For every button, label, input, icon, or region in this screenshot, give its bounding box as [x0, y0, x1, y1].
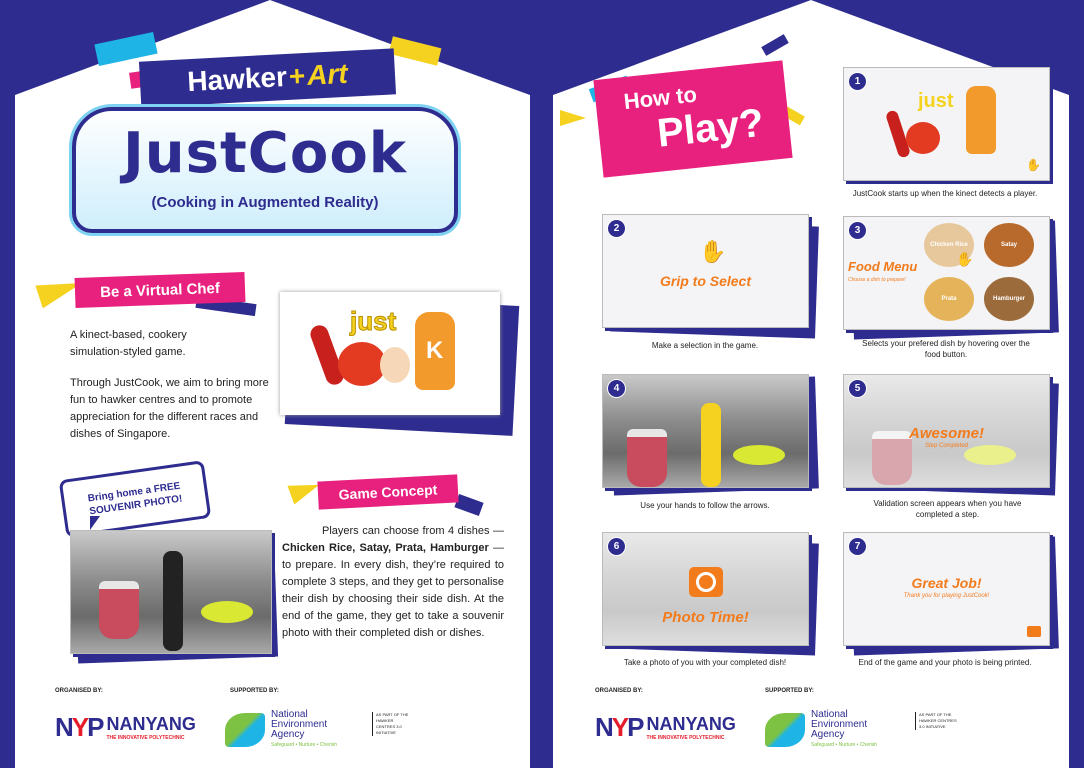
hand-icon: ✋	[699, 239, 727, 264]
play-text: Play?	[655, 100, 766, 156]
page-title: JustCook	[122, 121, 408, 186]
virtual-chef-heading: Be a Virtual Chef	[75, 272, 246, 308]
step-1-caption: JustCook starts up when the kinect detects a player.	[852, 189, 1038, 198]
plus-icon: +	[288, 60, 306, 92]
menu-item-hamburger[interactable]	[984, 277, 1034, 321]
step-6-caption: Take a photo of you with your completed dish!	[623, 658, 787, 667]
page-subtitle: (Cooking in Augmented Reality)	[151, 194, 379, 211]
step-4-number: 4	[607, 379, 626, 398]
step-7-screenshot	[843, 532, 1050, 646]
nea-line2: Environment	[811, 719, 868, 730]
step-7-number: 7	[848, 537, 867, 556]
menu-item-label: Prata	[941, 296, 957, 302]
nea-line2: Environment	[271, 719, 328, 730]
step-2-number: 2	[607, 219, 626, 238]
step-7-overlay: Great Job!	[911, 575, 982, 591]
menu-item-label: Satay	[1000, 242, 1017, 248]
step-7-caption: End of the game and your photo is being printed.	[858, 658, 1032, 667]
plate-icon	[733, 445, 785, 465]
step-3-sub: Choose a dish to prepare!	[848, 277, 906, 283]
step-4-screenshot	[602, 374, 809, 488]
game-concept-text	[282, 523, 504, 642]
step-6-overlay: Photo Time!	[662, 609, 749, 626]
game-concept-heading: Game Concept	[317, 474, 458, 509]
nyp-tag: THE INNOVATIVE POLYTECHNIC	[646, 735, 725, 741]
step-2-caption: Make a selection in the game.	[651, 341, 759, 350]
step-5-screenshot	[843, 374, 1050, 488]
step-3-screenshot	[843, 216, 1050, 330]
nyp-mark-icon: NYP	[55, 712, 103, 742]
plate-icon	[201, 601, 253, 623]
game-screenshot	[70, 530, 272, 654]
game-concept-dishes: Chicken Rice, Satay, Prata, Hamburger	[282, 542, 489, 554]
bottle-icon	[966, 86, 996, 154]
virtual-chef-para2: Through JustCook, we aim to bring more fun to hawker centres and to promote appreciation for the different races and dishes of Singapore.	[70, 377, 269, 440]
menu-item-prata[interactable]	[924, 277, 974, 321]
step-7-sub: Thank you for playing JustCook!	[903, 593, 990, 599]
nea-line3: Agency	[811, 729, 845, 740]
decor-yellow-tri3	[560, 110, 586, 126]
justcook-logo-card	[280, 292, 500, 415]
hand-icon: ✋	[1026, 158, 1041, 172]
virtual-chef-para1: A kinect-based, cookery simulation-styled game.	[70, 329, 187, 358]
step-5-caption: Validation screen appears when you have completed a step.	[873, 499, 1022, 519]
step-2-screenshot	[602, 214, 809, 328]
nea-line3: Agency	[271, 729, 305, 740]
step-4-caption: Use your hands to follow the arrows.	[640, 501, 770, 510]
souvenir-text: Bring home a FREE SOUVENIR PHOTO!	[87, 480, 184, 518]
menu-item-label: Chicken Rice	[930, 242, 968, 248]
egg-icon	[380, 347, 410, 383]
step-3-number: 3	[848, 221, 867, 240]
supported-by-label: SUPPORTED BY:	[765, 688, 814, 694]
nyp-name: NANYANG	[106, 714, 196, 734]
step-1-number: 1	[848, 72, 867, 91]
player-figure	[163, 551, 183, 651]
nyp-logo	[595, 712, 736, 743]
step-3-caption: Selects your prefered dish by hovering over the food button.	[862, 339, 1030, 359]
step-3-overlay: Food Menu	[848, 259, 918, 274]
initiative-text: AS PART OF THE HAWKER CENTRES 3.0 INITIATIVE	[915, 712, 959, 730]
menu-item-satay[interactable]	[984, 223, 1034, 267]
step-5-overlay: Awesome!	[908, 425, 985, 442]
nyp-logo	[55, 712, 196, 743]
step-1-screenshot	[843, 67, 1050, 181]
supported-by-label: SUPPORTED BY:	[230, 688, 279, 694]
how-to-play-banner	[593, 60, 792, 177]
nea-line1: National	[811, 709, 848, 720]
nyp-tag: THE INNOVATIVE POLYTECHNIC	[106, 735, 185, 741]
step-6-number: 6	[607, 537, 626, 556]
step-5-sub: Step Completed	[924, 443, 969, 449]
art-text: Art	[306, 57, 349, 91]
how-to-text: How to	[622, 81, 699, 115]
nea-mark-icon	[225, 713, 265, 747]
hand-icon: ✋	[956, 251, 974, 267]
step-6-screenshot	[602, 532, 809, 646]
tomato-icon	[338, 342, 386, 386]
drum-icon	[99, 581, 139, 639]
logo-just: just	[350, 306, 397, 336]
nea-logo	[225, 710, 337, 750]
game-concept-intro: Players can choose from 4 dishes —	[322, 525, 504, 537]
game-concept-rest: — to prepare. In every dish, they’re required to complete 3 steps, and they get to personalise their dish by choosing their side dish. At the end of the game, they get to take a souvenir photo with their completed dish or dishes.	[282, 542, 504, 639]
camera-icon	[1027, 626, 1041, 637]
initiative-text: AS PART OF THE HAWKER CENTRES 3.0 INITIATIVE	[372, 712, 412, 736]
logo-k: K	[426, 337, 444, 364]
nea-tag: Safeguard • Nurture • Cherish	[811, 742, 878, 748]
camera-icon	[689, 567, 723, 597]
nyp-mark-icon: NYP	[595, 712, 643, 742]
nea-logo	[765, 710, 877, 750]
drum-icon	[627, 429, 667, 487]
step-1-logo	[892, 86, 1002, 166]
tomato-icon	[906, 122, 940, 154]
organised-by-label: ORGANISED BY:	[55, 688, 103, 694]
logo-just: just	[918, 90, 954, 112]
step-2-overlay: Grip to Select	[659, 273, 752, 289]
hawker-text: Hawker	[186, 61, 288, 98]
step-5-number: 5	[848, 379, 867, 398]
bubble-tail	[90, 516, 100, 530]
player-figure	[701, 403, 721, 487]
title-plate	[72, 107, 458, 233]
menu-item-label: Hamburger	[992, 296, 1025, 302]
nea-tag: Safeguard • Nurture • Cherish	[271, 742, 338, 748]
nea-line1: National	[271, 709, 308, 720]
nea-mark-icon	[765, 713, 805, 747]
organised-by-label: ORGANISED BY:	[595, 688, 643, 694]
nyp-name: NANYANG	[646, 714, 736, 734]
